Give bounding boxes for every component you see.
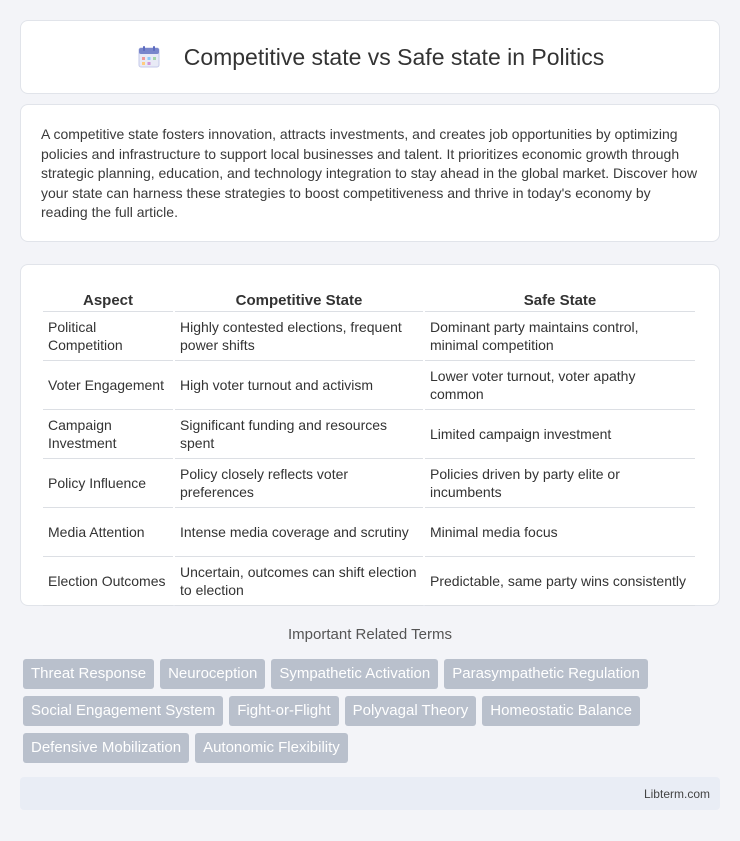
table-row (43, 508, 695, 557)
related-terms-list (23, 659, 713, 763)
table-row (43, 312, 695, 361)
table-row (43, 361, 695, 410)
cell-competitive: High voter turnout and activism (175, 361, 423, 410)
cell-competitive: Highly contested elections, frequent power shifts (175, 312, 423, 361)
cell-aspect: Election Outcomes (43, 557, 173, 606)
cell-aspect: Policy Influence (43, 459, 173, 508)
related-term-tag[interactable]: Homeostatic Balance (482, 696, 640, 726)
cell-aspect: Media Attention (43, 508, 173, 557)
cell-competitive: Policy closely reflects voter preferences (175, 459, 423, 508)
cell-competitive: Significant funding and resources spent (175, 410, 423, 459)
cell-safe: Limited campaign investment (425, 410, 695, 459)
header-competitive: Competitive State (175, 285, 423, 312)
table-row (43, 459, 695, 508)
cell-aspect: Campaign Investment (43, 410, 173, 459)
related-term-tag[interactable]: Threat Response (23, 659, 154, 689)
header-card (20, 20, 720, 94)
related-terms-title: Important Related Terms (288, 626, 452, 643)
comparison-table (41, 285, 697, 606)
related-term-tag[interactable]: Autonomic Flexibility (195, 733, 348, 763)
related-term-tag[interactable]: Parasympathetic Regulation (444, 659, 648, 689)
related-term-tag[interactable]: Sympathetic Activation (271, 659, 438, 689)
related-term-tag[interactable]: Polyvagal Theory (345, 696, 477, 726)
table-row (43, 557, 695, 606)
cell-competitive: Uncertain, outcomes can shift election to election (175, 557, 423, 606)
cell-safe: Policies driven by party elite or incumbents (425, 459, 695, 508)
intro-text: A competitive state fosters innovation, attracts investments, and creates job opportunities by optimizing policies and infrastructure to support local businesses and talent. It prioritizes economic growth through strategic planning, education, and technology integration to stay ahead in the global market. Discover how your state can harness these strategies to boost competitiveness and thrive in today's economy by reading the full article. (41, 126, 698, 221)
related-term-tag[interactable]: Fight-or-Flight (229, 696, 338, 726)
intro-card (20, 104, 720, 242)
related-term-tag[interactable]: Social Engagement System (23, 696, 223, 726)
comparison-card (20, 264, 720, 606)
related-term-tag[interactable]: Defensive Mobilization (23, 733, 189, 763)
table-header-row (43, 285, 695, 312)
header-aspect: Aspect (43, 285, 173, 312)
cell-safe: Minimal media focus (425, 508, 695, 557)
cell-safe: Dominant party maintains control, minimal competition (425, 312, 695, 361)
table-row (43, 410, 695, 459)
related-term-tag[interactable]: Neuroception (160, 659, 265, 689)
cell-safe: Predictable, same party wins consistently (425, 557, 695, 606)
cell-competitive: Intense media coverage and scrutiny (175, 508, 423, 557)
page-title: Competitive state vs Safe state in Politics (183, 43, 605, 70)
footer (20, 777, 720, 810)
footer-brand-link[interactable]: Libterm.com (643, 786, 710, 801)
cell-aspect: Voter Engagement (43, 361, 173, 410)
cell-aspect: Political Competition (43, 312, 173, 361)
calendar-icon (136, 44, 162, 70)
cell-safe: Lower voter turnout, voter apathy common (425, 361, 695, 410)
header-safe: Safe State (425, 285, 695, 312)
